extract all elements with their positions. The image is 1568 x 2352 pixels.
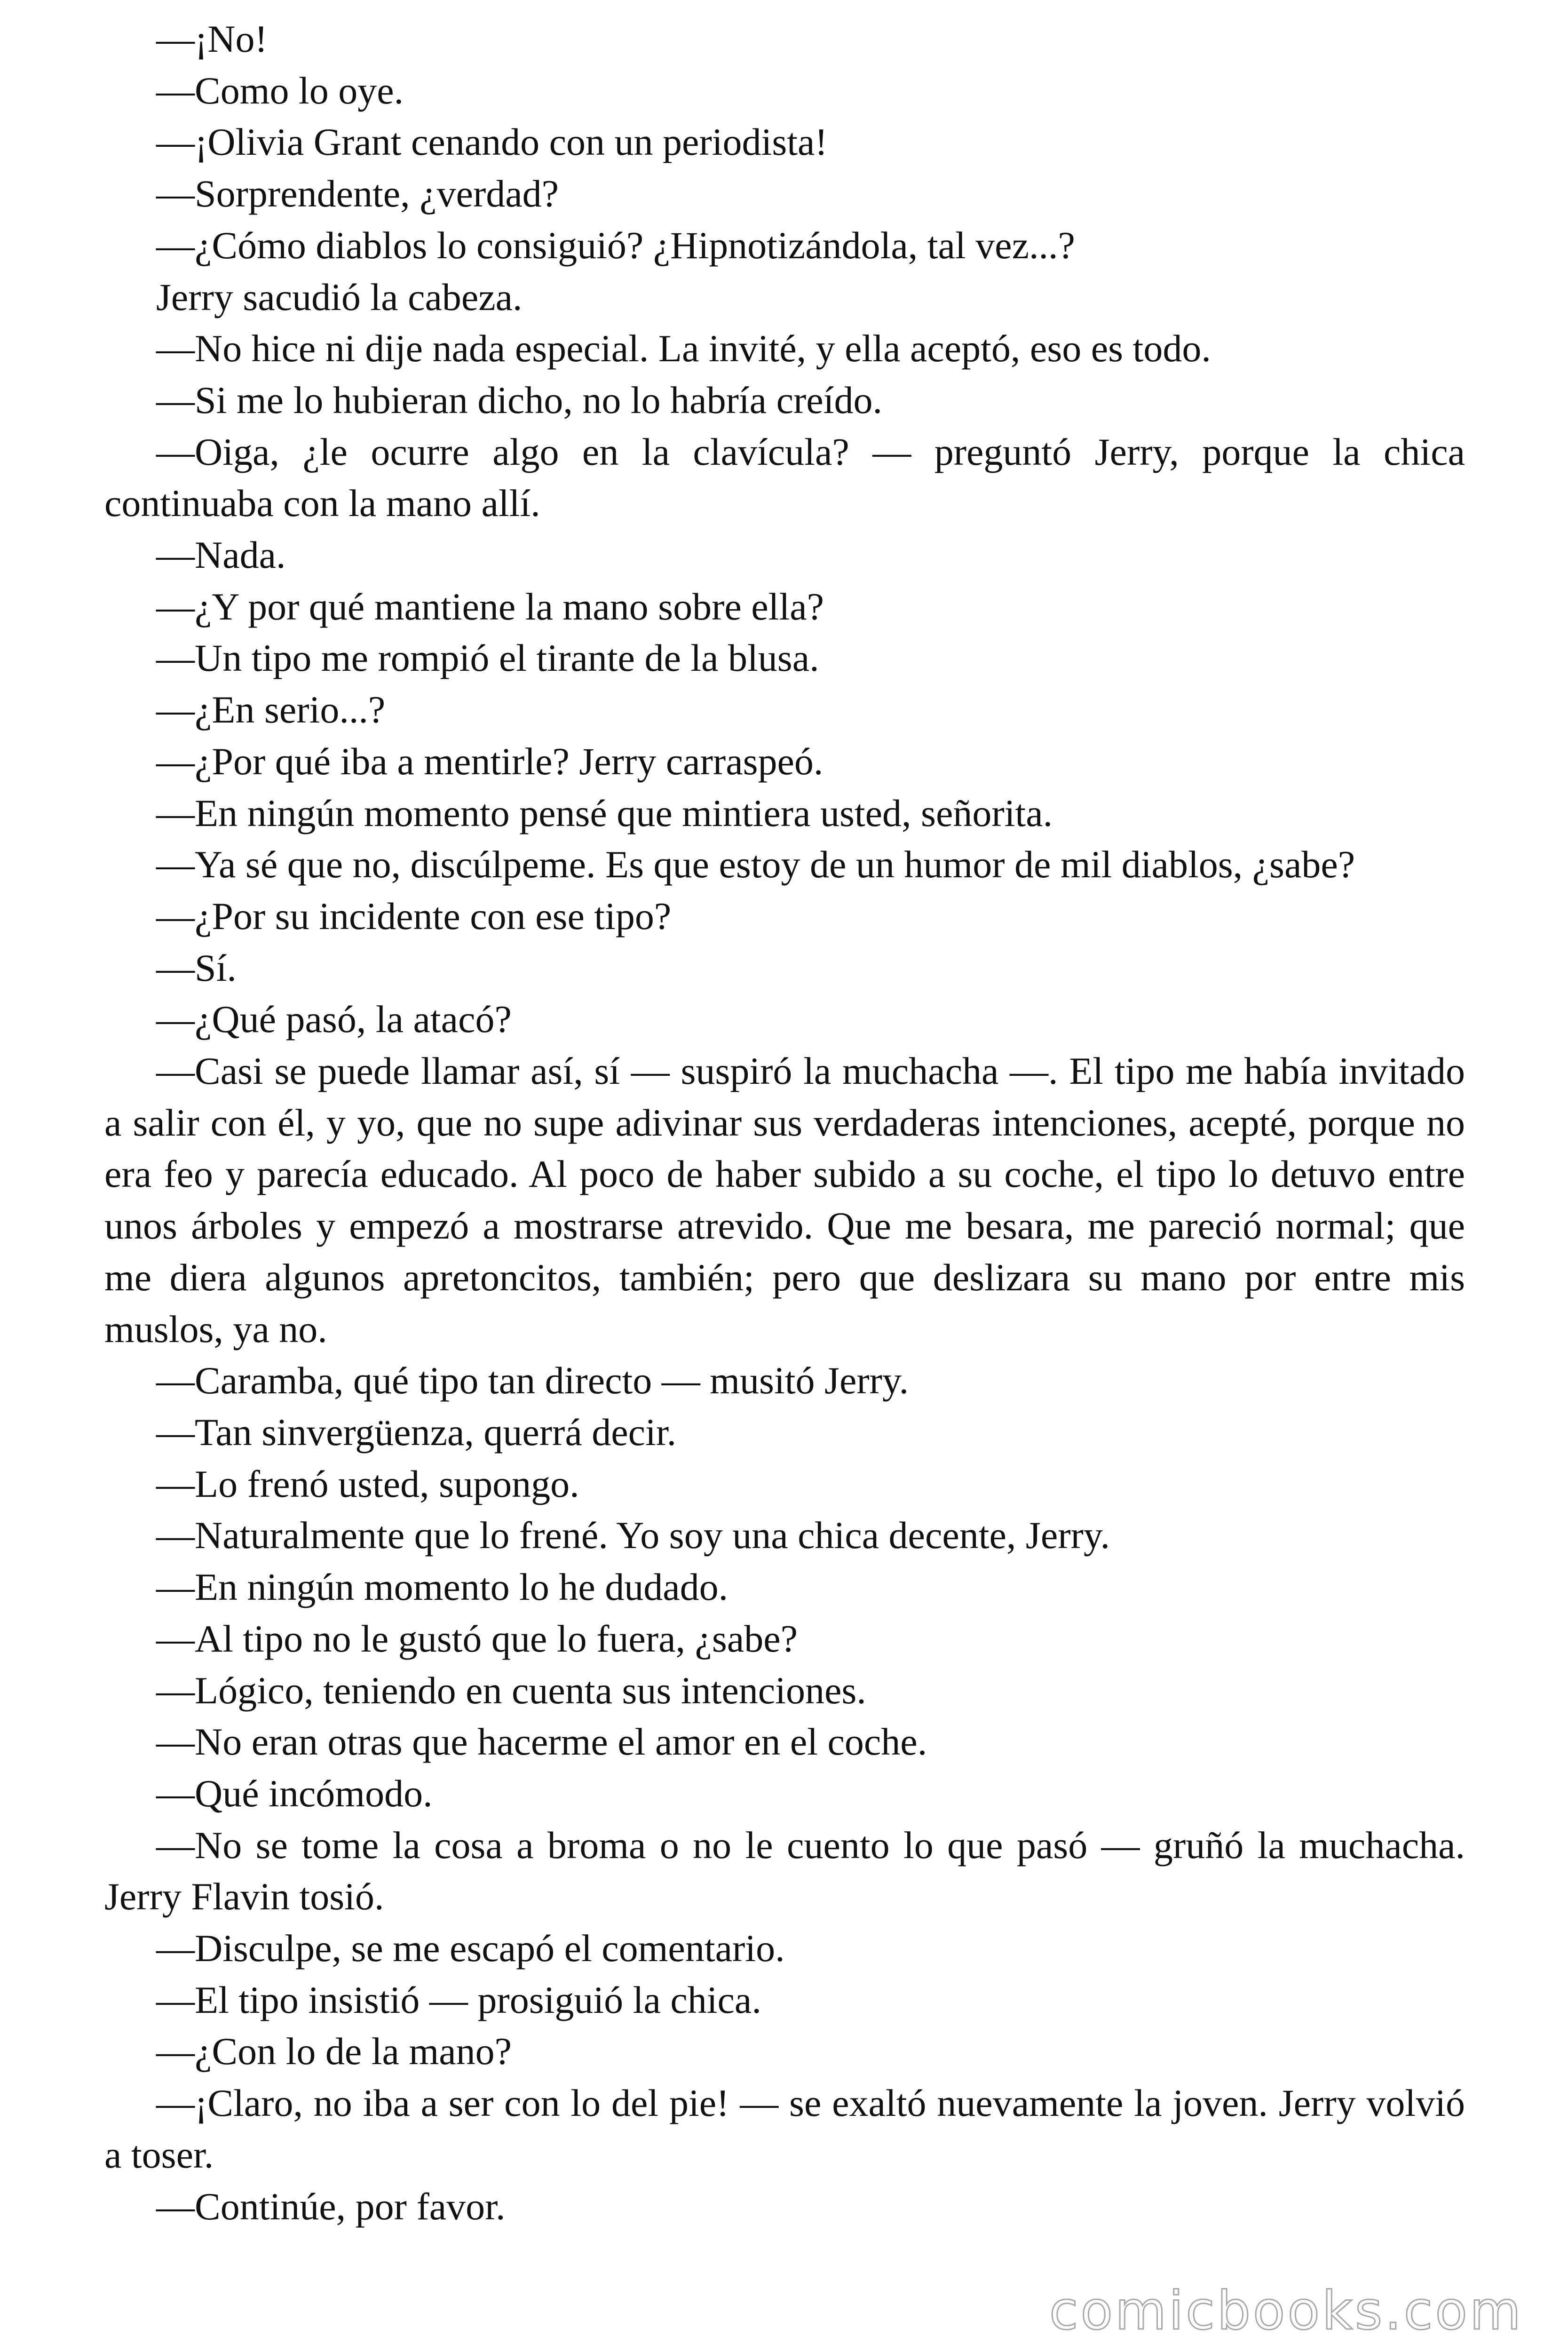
paragraph: —Como lo oye. [156, 69, 404, 112]
body-text [104, 13, 1465, 2232]
paragraph: Jerry sacudió la cabeza. [156, 275, 523, 318]
paragraph: —Tan sinvergüenza, querrá decir. [156, 1410, 677, 1454]
paragraph: —Oiga, ¿le ocurre algo en la clavícula? — preguntó Jerry, porque la chica continuaba con la mano allí. [104, 430, 1465, 525]
paragraph: —Naturalmente que lo frené. Yo soy una chica decente, Jerry. [156, 1514, 1110, 1557]
paragraph: —¿En serio...? [156, 688, 386, 731]
paragraph: —¿Qué pasó, la atacó? [156, 998, 512, 1041]
paragraph: —¿Con lo de la mano? [156, 2030, 512, 2073]
paragraph: —Sí. [156, 946, 237, 989]
paragraph: —¿Por su incidente con ese tipo? [156, 894, 672, 938]
paragraph: —No hice ni dije nada especial. La invité, y ella aceptó, eso es todo. [156, 327, 1211, 370]
paragraph: —¿Y por qué mantiene la mano sobre ella? [156, 585, 824, 628]
paragraph: —En ningún momento pensé que mintiera usted, señorita. [156, 791, 1053, 834]
paragraph: —¡Claro, no iba a ser con lo del pie! — se exaltó nuevamente la joven. Jerry volvió a toser. [104, 2082, 1465, 2176]
paragraph: —Al tipo no le gustó que lo fuera, ¿sabe? [156, 1617, 798, 1660]
paragraph: —Nada. [156, 533, 286, 577]
paragraph: —No eran otras que hacerme el amor en el coche. [156, 1720, 927, 1764]
paragraph: —No se tome la cosa a broma o no le cuento lo que pasó — gruñó la muchacha. Jerry Flavin tosió. [104, 1823, 1465, 1918]
paragraph: —¡Olivia Grant cenando con un periodista! [156, 120, 828, 164]
paragraph: —Qué incómodo. [156, 1772, 433, 1815]
paragraph: —En ningún momento lo he dudado. [156, 1565, 729, 1609]
paragraph: —¿Cómo diablos lo consiguió? ¿Hipnotizándola, tal vez...? [156, 223, 1075, 267]
watermark: comicbooks.com [1049, 2280, 1523, 2342]
paragraph: —¡No! [156, 17, 268, 60]
paragraph: —Caramba, qué tipo tan directo — musitó Jerry. [156, 1359, 909, 1402]
paragraph: —El tipo insistió — prosiguió la chica. [156, 1978, 761, 2021]
paragraph: —Casi se puede llamar así, sí — suspiró la muchacha —. El tipo me había invitado a salir con él, y yo, que no supe adivinar sus verdaderas intenciones, acepté, porque no era feo y parecía educado. Al poco de haber subido a su coche, el tipo lo detuvo entre unos árboles y empezó a mostrarse atrevido. Que me besara, me pareció normal; que me diera algunos apretoncitos, también; pero que deslizara su mano por entre mis muslos, ya no. [104, 1049, 1465, 1351]
paragraph: —¿Por qué iba a mentirle? Jerry carraspeó. [156, 739, 824, 783]
paragraph: —Continúe, por favor. [156, 2185, 506, 2228]
paragraph: —Disculpe, se me escapó el comentario. [156, 1927, 785, 1970]
paragraph: —Sorprendente, ¿verdad? [156, 172, 559, 215]
paragraph: —Si me lo hubieran dicho, no lo habría creído. [156, 378, 882, 421]
paragraph: —Lo frenó usted, supongo. [156, 1462, 579, 1505]
paragraph: —Ya sé que no, discúlpeme. Es que estoy de un humor de mil diablos, ¿sabe? [156, 843, 1355, 886]
paragraph: —Lógico, teniendo en cuenta sus intenciones. [156, 1669, 866, 1712]
paragraph: —Un tipo me rompió el tirante de la blusa. [156, 636, 819, 680]
